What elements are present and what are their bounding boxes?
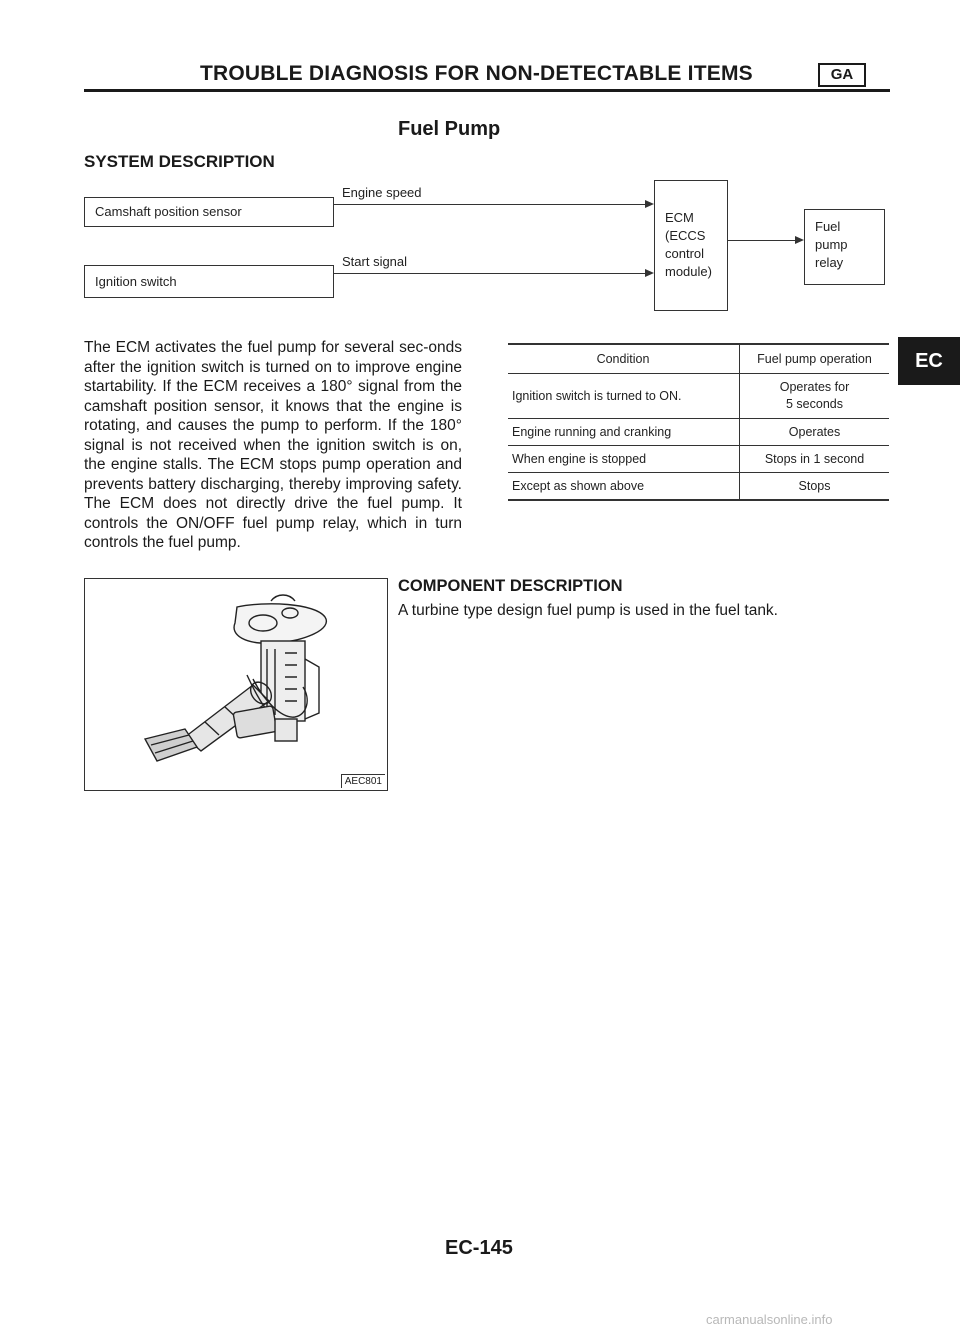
watermark-text: carmanualsonline.info bbox=[706, 1312, 833, 1327]
ec-section-tab: EC bbox=[898, 337, 960, 385]
arrowhead-icon bbox=[795, 236, 804, 244]
operation-cell: Stops in 1 second bbox=[740, 446, 890, 473]
condition-cell: Except as shown above bbox=[508, 473, 740, 501]
ecm-box bbox=[654, 180, 728, 311]
ecm-label-line: ECM bbox=[665, 210, 694, 225]
table-row bbox=[508, 446, 889, 473]
page-header-title: TROUBLE DIAGNOSIS FOR NON-DETECTABLE ITEMS bbox=[200, 62, 753, 85]
engine-type-badge: GA bbox=[818, 63, 866, 87]
relay-label-line: relay bbox=[815, 255, 844, 270]
ecm-label-line: module) bbox=[665, 264, 712, 279]
arrowhead-icon bbox=[645, 269, 654, 277]
component-description-text: A turbine type design fuel pump is used in the fuel tank. bbox=[398, 602, 778, 619]
fuel-pump-illustration-icon bbox=[85, 579, 387, 790]
relay-label-line: pump bbox=[815, 237, 848, 252]
ecm-label-line: control bbox=[665, 246, 705, 261]
table-header-row bbox=[508, 344, 889, 374]
start-signal-line bbox=[334, 273, 646, 274]
table-row bbox=[508, 374, 889, 419]
fuel-pump-figure bbox=[84, 578, 388, 791]
operation-cell: Operates bbox=[740, 419, 890, 446]
table-row bbox=[508, 473, 889, 501]
start-signal-label: Start signal bbox=[342, 254, 408, 269]
condition-cell: Engine running and cranking bbox=[508, 419, 740, 446]
fuel-pump-condition-table bbox=[508, 343, 889, 501]
operation-line: 5 seconds bbox=[786, 397, 843, 411]
relay-output-line bbox=[728, 240, 796, 241]
system-description-heading: SYSTEM DESCRIPTION bbox=[84, 152, 275, 171]
fuel-pump-relay-box bbox=[804, 209, 885, 285]
figure-reference-label: AEC801 bbox=[341, 774, 385, 788]
section-title: Fuel Pump bbox=[398, 118, 501, 140]
header-rule bbox=[84, 89, 890, 92]
relay-label-line: Fuel bbox=[815, 219, 841, 234]
engine-speed-signal-line bbox=[334, 204, 646, 205]
operation-cell: Stops bbox=[740, 473, 890, 501]
column-header-condition: Condition bbox=[508, 344, 740, 374]
arrowhead-icon bbox=[645, 200, 654, 208]
ignition-switch-label: Ignition switch bbox=[95, 274, 177, 289]
component-description-heading: COMPONENT DESCRIPTION bbox=[398, 577, 623, 595]
condition-cell: Ignition switch is turned to ON. bbox=[508, 374, 740, 419]
operation-line: Operates for bbox=[779, 380, 850, 394]
column-header-operation: Fuel pump operation bbox=[740, 344, 890, 374]
system-description-paragraph: The ECM activates the fuel pump for several sec-onds after the ignition switch is turned on to improve engine startability. If the ECM receives a 180° signal from the camshaft position sensor, it knows that the engine is rotating, and causes the pump to perform. If the 180° signal is not received when the ignition switch is on, the engine stalls. The ECM stops pump operation and prevents battery discharging, thereby improving safety. The ECM does not directly drive the fuel pump. It controls the ON/OFF fuel pump relay, which in turn controls the fuel pump. bbox=[84, 339, 462, 551]
camshaft-sensor-box bbox=[84, 197, 334, 227]
page-number: EC-145 bbox=[445, 1237, 513, 1259]
condition-cell: When engine is stopped bbox=[508, 446, 740, 473]
table-row bbox=[508, 419, 889, 446]
operation-cell bbox=[740, 374, 890, 419]
ignition-switch-box bbox=[84, 265, 334, 298]
camshaft-sensor-label: Camshaft position sensor bbox=[95, 204, 242, 219]
engine-speed-signal-label: Engine speed bbox=[342, 185, 422, 200]
ecm-label-line: (ECCS bbox=[665, 228, 706, 243]
